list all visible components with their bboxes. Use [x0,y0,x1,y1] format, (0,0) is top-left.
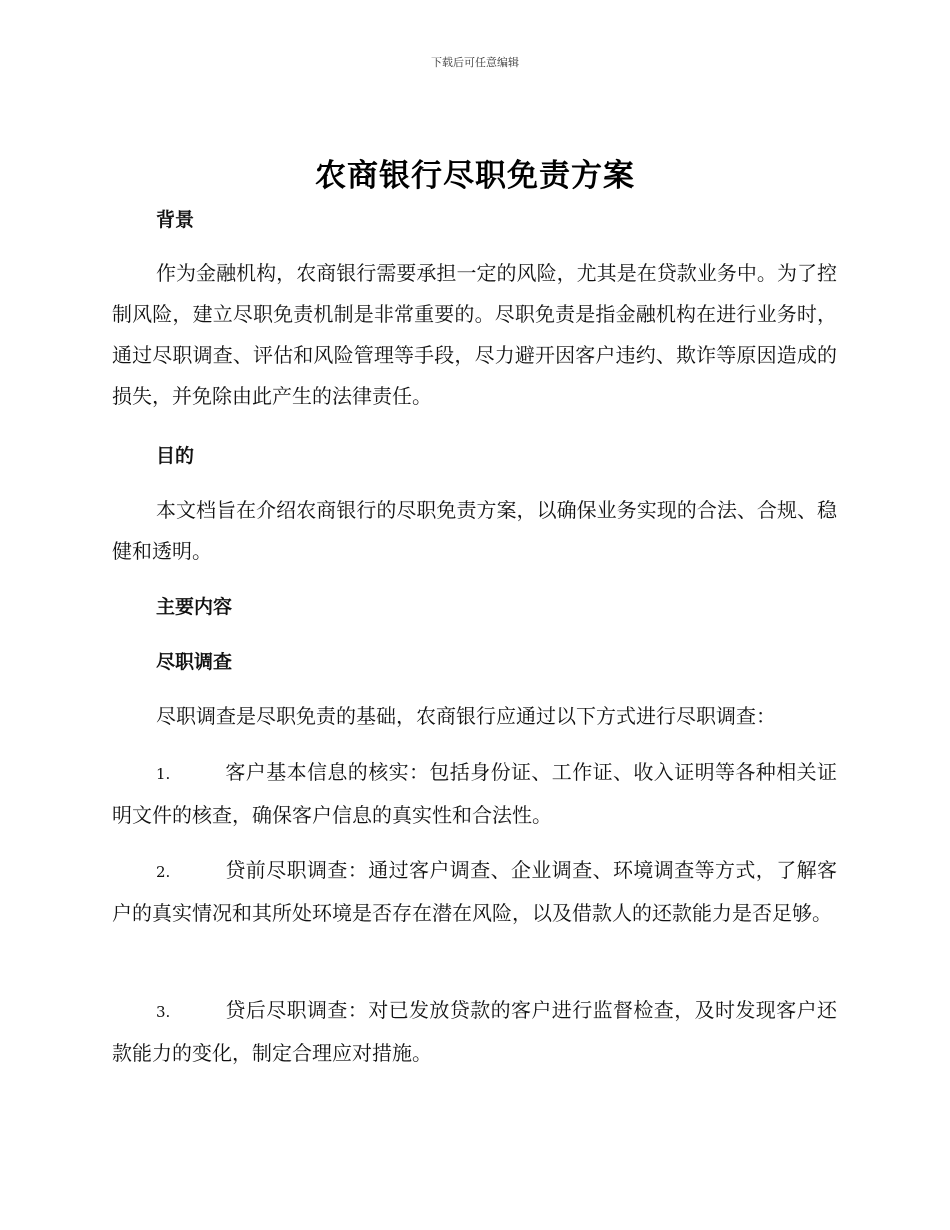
list-item [112,752,837,836]
list-item-number: 1. [156,765,171,783]
list-item [112,990,837,1074]
list-item-text: 贷前尽职调查：通过客户调查、企业调查、环境调查等方式，了解客户的真实情况和其所处环境是否存在潜在风险，以及借款人的还款能力是否足够。 [112,858,837,925]
paragraph-due-diligence-intro: 尽职调查是尽职免责的基础，农商银行应通过以下方式进行尽职调查： [156,704,776,728]
document-title: 农商银行尽职免责方案 [315,158,635,194]
list-item [112,850,837,934]
list-item-number: 2. [156,863,171,881]
section-heading-background: 背景 [156,209,195,231]
section-heading-main: 主要内容 [156,596,233,618]
list-item-number: 3. [156,1003,171,1021]
header-note: 下载后可任意编辑 [431,56,519,69]
paragraph-background: 作为金融机构，农商银行需要承担一定的风险，尤其是在贷款业务中。为了控制风险，建立尽职免责机制是非常重要的。尽职免责是指金融机构在进行业务时，通过尽职调查、评估和风险管理等手段，尽力避开因客户违约、欺诈等原因造成的损失，并免除由此产生的法律责任。 [112,261,837,408]
list-item-text: 贷后尽职调查：对已发放贷款的客户进行监督检查，及时发现客户还款能力的变化，制定合理应对措施。 [112,998,837,1065]
section-heading-purpose: 目的 [156,445,195,467]
list-item-text: 客户基本信息的核实：包括身份证、工作证、收入证明等各种相关证明文件的核查，确保客户信息的真实性和合法性。 [112,760,837,827]
section-heading-due-diligence: 尽职调查 [156,651,233,673]
paragraph-purpose: 本文档旨在介绍农商银行的尽职免责方案，以确保业务实现的合法、合规、稳健和透明。 [112,498,837,563]
